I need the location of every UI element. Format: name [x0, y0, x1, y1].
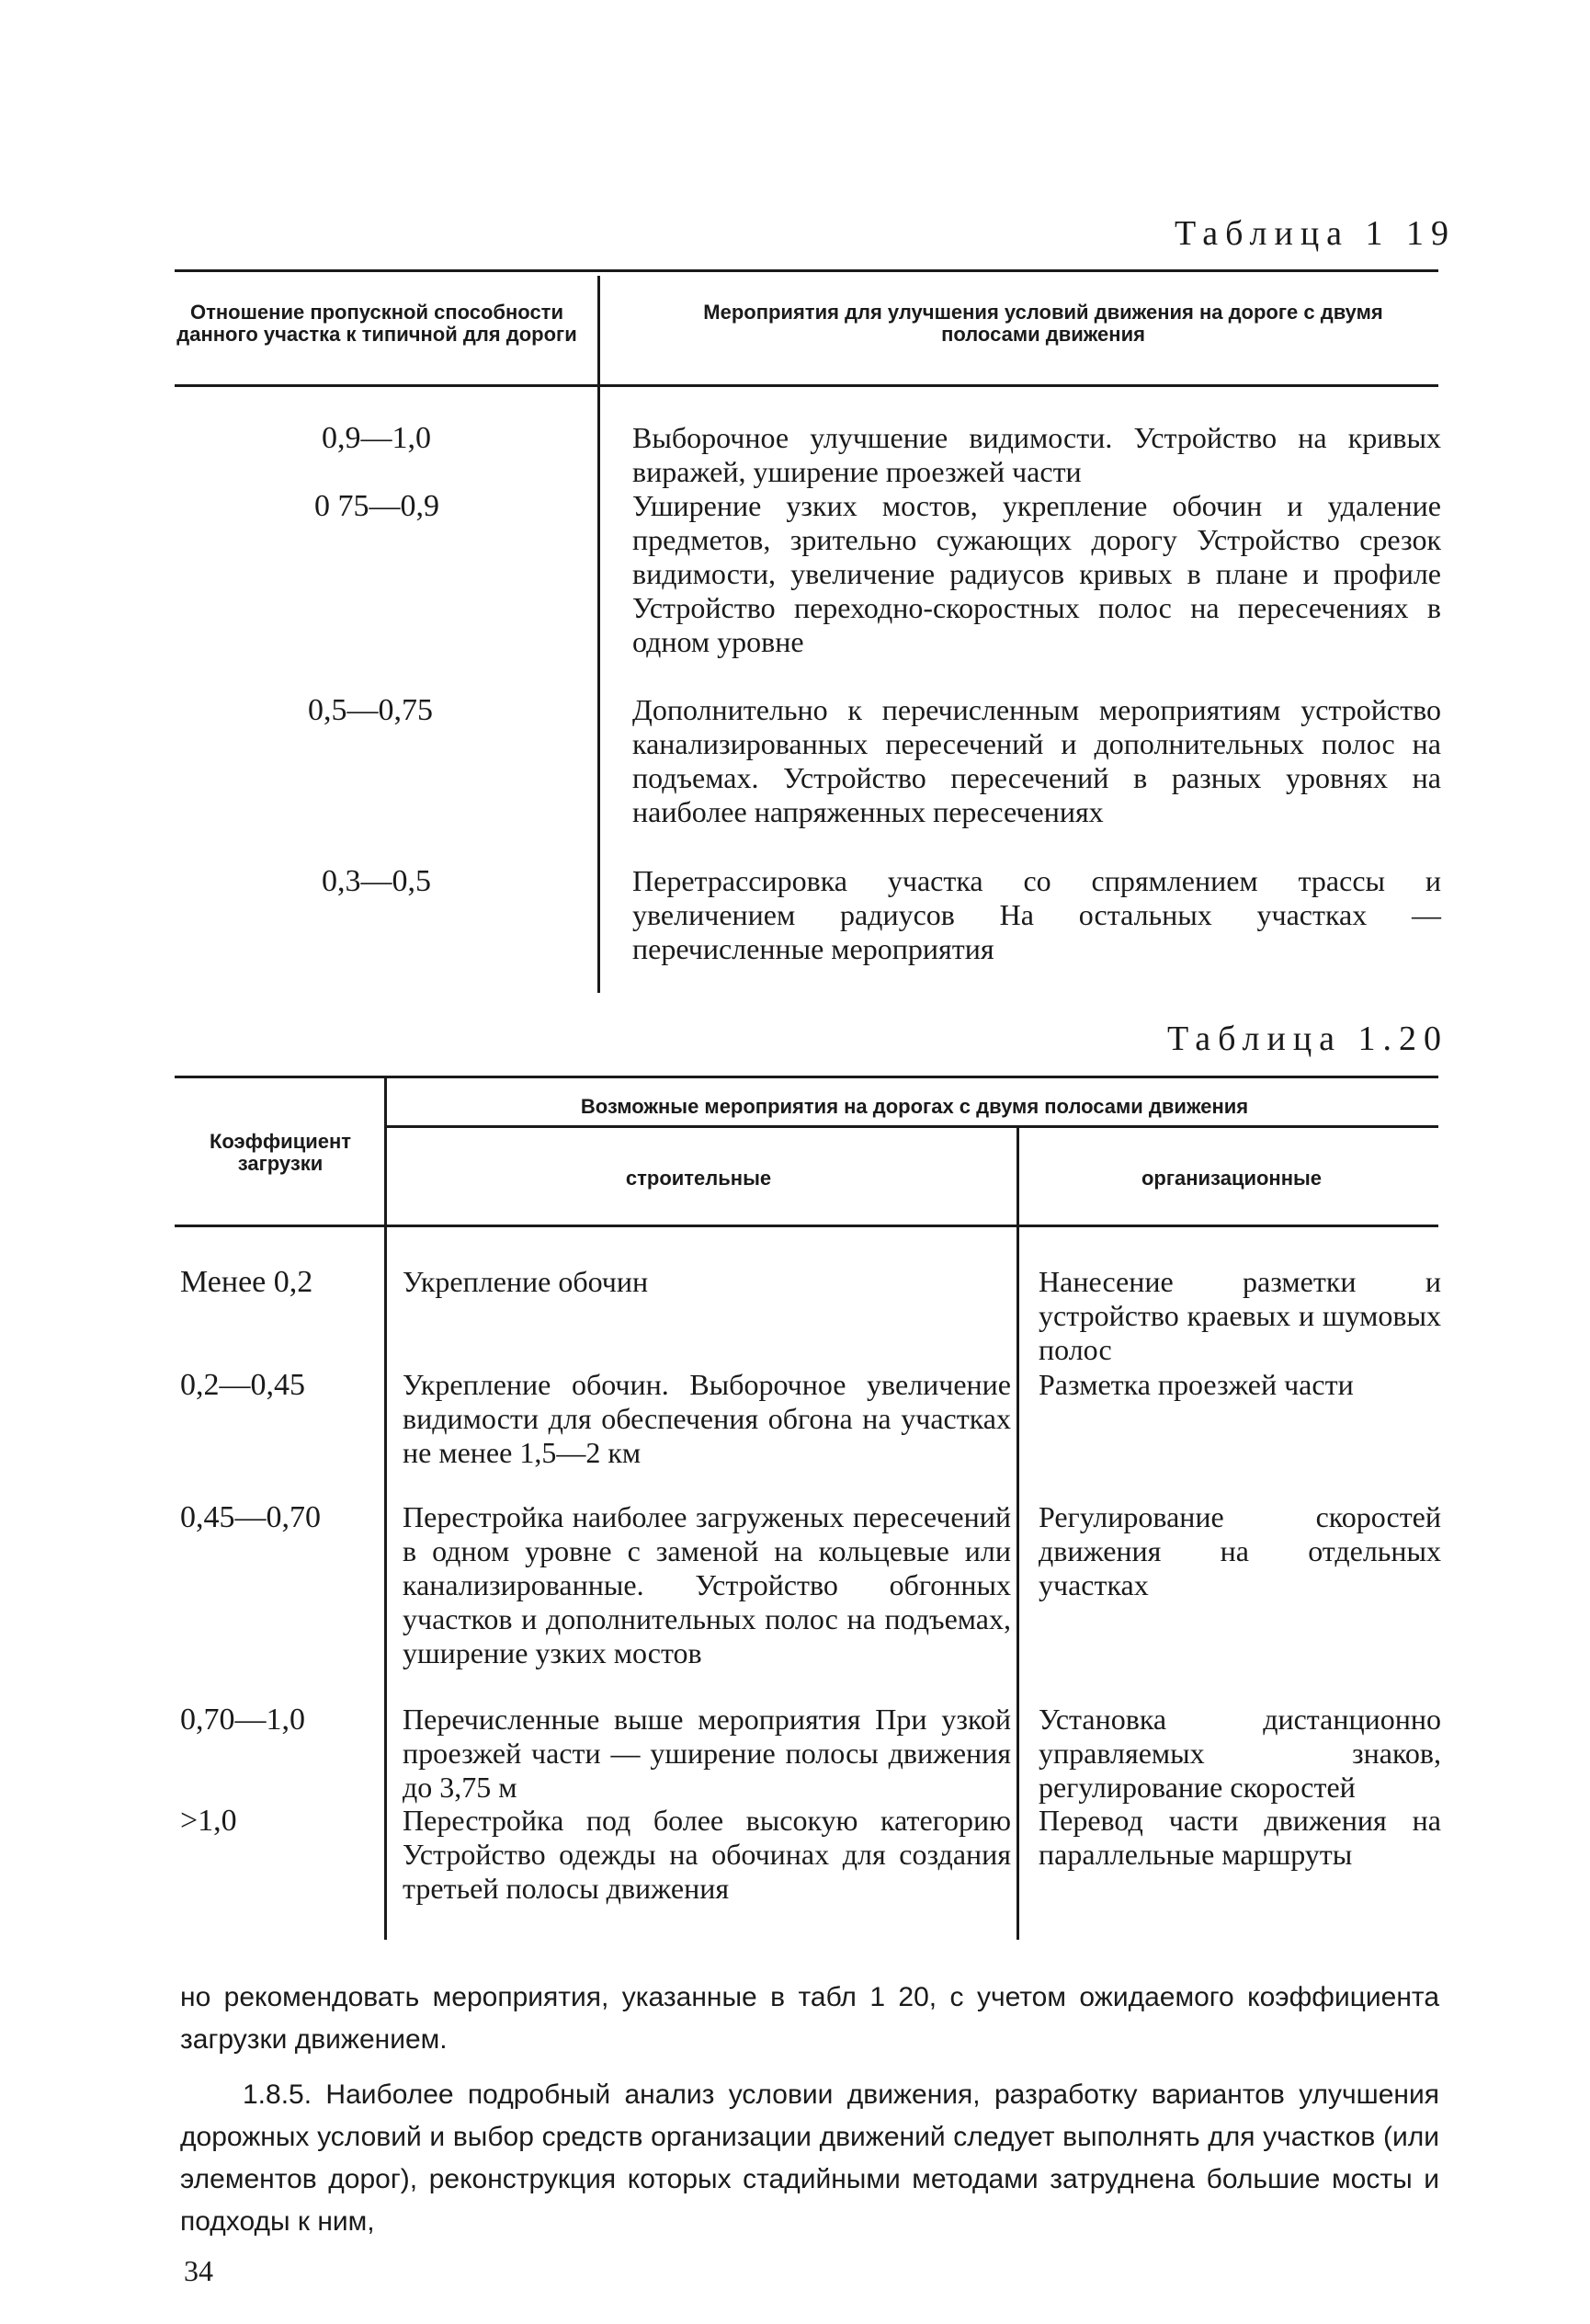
table-120-row-5-organization: Перевод части движения на параллельные маршруты: [1039, 1804, 1441, 1871]
table-120-col3-header: организационные: [1141, 1167, 1323, 1190]
table-120-row-3-organization: Регулирование скоростей движения на отдельных участках: [1039, 1500, 1441, 1601]
table-120-header-rule: [175, 1225, 1438, 1227]
table-120-row-5-construction: Перестройка под более высокую категорию Устройство одежды на обочинах для создания третьей полосы движения: [403, 1804, 1011, 1905]
table-120-row-1-construction: Укрепление обочин: [403, 1265, 649, 1298]
table-119-row-3-ratio: 0,5—0,75: [308, 693, 433, 727]
body-paragraph-section-1-8-5: 1.8.5. Наиболее подробный анализ условии движения, разработку вариантов улучшения дорожных условий и выбор средств организации движений следует выполнять для участков (или элементов дорог), реконструкция которых стадийными методами затруднена большие мосты и подходы к ним,: [180, 2079, 1439, 2237]
table-119-col1-header: Отношение пропускной способности данного участка к типичной для дороги: [176, 301, 577, 346]
table-119-row-2-measures: Уширение узких мостов, укрепление обочин и удаление предметов, зрительно сужающих дорогу Устройство срезок видимости, увеличение радиусов кривых в плане и профиле Устройство переходно-скоростных полос на пересечениях в одном уровне: [632, 489, 1441, 658]
body-paragraph-continuation: но рекомендовать мероприятия, указанные в табл 1 20, с учетом ожидаемого коэффициента загрузки движением.: [180, 1982, 1439, 2055]
table-120-row-1-organization: Нанесение разметки и устройство краевых и шумовых полос: [1039, 1265, 1441, 1366]
table-119-row-2-ratio: 0 75—0,9: [314, 489, 439, 523]
table-120-row-4-construction: Перечисленные выше мероприятия При узкой проезжей части — уширение полосы движения до 3,75 м: [403, 1703, 1011, 1804]
table-120-top-rule: [175, 1076, 1438, 1078]
table-120-column-divider-1: [384, 1077, 387, 1940]
table-119-row-3-measures: Дополнительно к перечисленным мероприятиям устройство канализированных пересечений и дополнительных полос на подъемах. Устройство пересечений в разных уровнях на наиболее напряженных пересечениях: [632, 693, 1441, 828]
table-119-caption: Таблица 1 19: [1175, 214, 1457, 253]
table-119-row-1-measures: Выборочное улучшение видимости. Устройство на кривых виражей, уширение проезжей части: [632, 421, 1441, 488]
table-120-row-2-coef: 0,2—0,45: [180, 1368, 305, 1402]
table-119-row-1-ratio: 0,9—1,0: [322, 421, 431, 455]
table-119-row-4-ratio: 0,3—0,5: [322, 864, 431, 898]
table-119-top-rule: [175, 269, 1438, 272]
table-120-row-4-organization: Установка дистанционно управляемых знаков, регулирование скоростей: [1039, 1703, 1441, 1804]
page-number: 34: [184, 2254, 213, 2287]
table-120-caption: Таблица 1.20: [1167, 1020, 1449, 1058]
table-119-row-4-measures: Перетрассировка участка со спрямлением трассы и увеличением радиусов На остальных участках — перечисленные мероприятия: [632, 864, 1441, 965]
table-119-header-rule: [175, 384, 1438, 387]
table-120-column-divider-2: [1016, 1127, 1019, 1940]
table-120-row-2-construction: Укрепление обочин. Выборочное увеличение видимости для обеспечения обгона на участках не менее 1,5—2 км: [403, 1368, 1011, 1469]
table-120-group-rule: [386, 1125, 1438, 1128]
table-120-row-3-construction: Перестройка наиболее загруженых пересечений в одном уровне с заменой на кольцевые или канализированные. Устройство обгонных участков и дополнительных полос на подъемах, уширение узких мостов: [403, 1500, 1011, 1669]
table-120-row-1-coef: Менее 0,2: [180, 1265, 313, 1299]
table-120-row-4-coef: 0,70—1,0: [180, 1703, 305, 1737]
table-120-row-3-coef: 0,45—0,70: [180, 1500, 321, 1534]
table-119-col2-header: Мероприятия для улучшения условий движения на дороге с двумя полосами движения: [703, 301, 1383, 346]
table-119-column-divider: [597, 276, 600, 993]
table-120-row-5-coef: >1,0: [180, 1804, 237, 1838]
table-120-col2-header: строительные: [625, 1167, 772, 1190]
table-120-col1-header: Коэффициент загрузки: [209, 1130, 352, 1175]
table-120-group-header: Возможные мероприятия на дорогах с двумя полосами движения: [580, 1095, 1249, 1118]
table-120-row-2-organization: Разметка проезжей части: [1039, 1368, 1354, 1401]
